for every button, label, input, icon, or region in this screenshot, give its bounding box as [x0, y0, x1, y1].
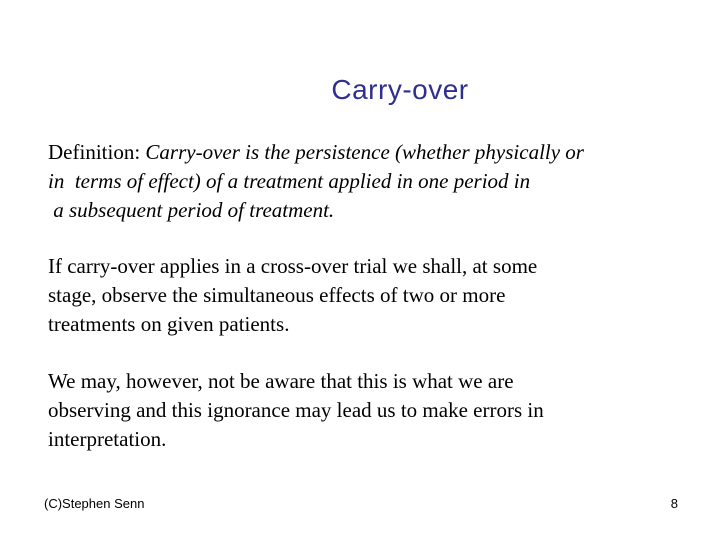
carry-over-paragraph: [48, 252, 537, 339]
definition-paragraph: [48, 138, 584, 225]
paragraph-line: stage, observe the simultaneous effects of two or more: [48, 283, 506, 307]
page-number: 8: [670, 496, 678, 511]
definition-text-1: Carry-over is the persistence (whether physically or: [145, 140, 584, 164]
paragraph-line: observing and this ignorance may lead us to make errors in: [48, 398, 544, 422]
definition-line-3: a subsequent period of treatment.: [48, 198, 335, 222]
ignorance-paragraph: [48, 367, 544, 454]
definition-line-2: in terms of effect) of a treatment applied in one period in: [48, 169, 531, 193]
paragraph-line: We may, however, not be aware that this is what we are: [48, 369, 514, 393]
paragraph-line: interpretation.: [48, 427, 167, 451]
footer-copyright: (C)Stephen Senn: [44, 496, 145, 511]
definition-line-1: [48, 138, 584, 167]
slide-title: Carry-over: [331, 74, 469, 105]
definition-label: Definition:: [48, 140, 146, 164]
paragraph-line: If carry-over applies in a cross-over trial we shall, at some: [48, 254, 538, 278]
paragraph-line: treatments on given patients.: [48, 312, 290, 336]
